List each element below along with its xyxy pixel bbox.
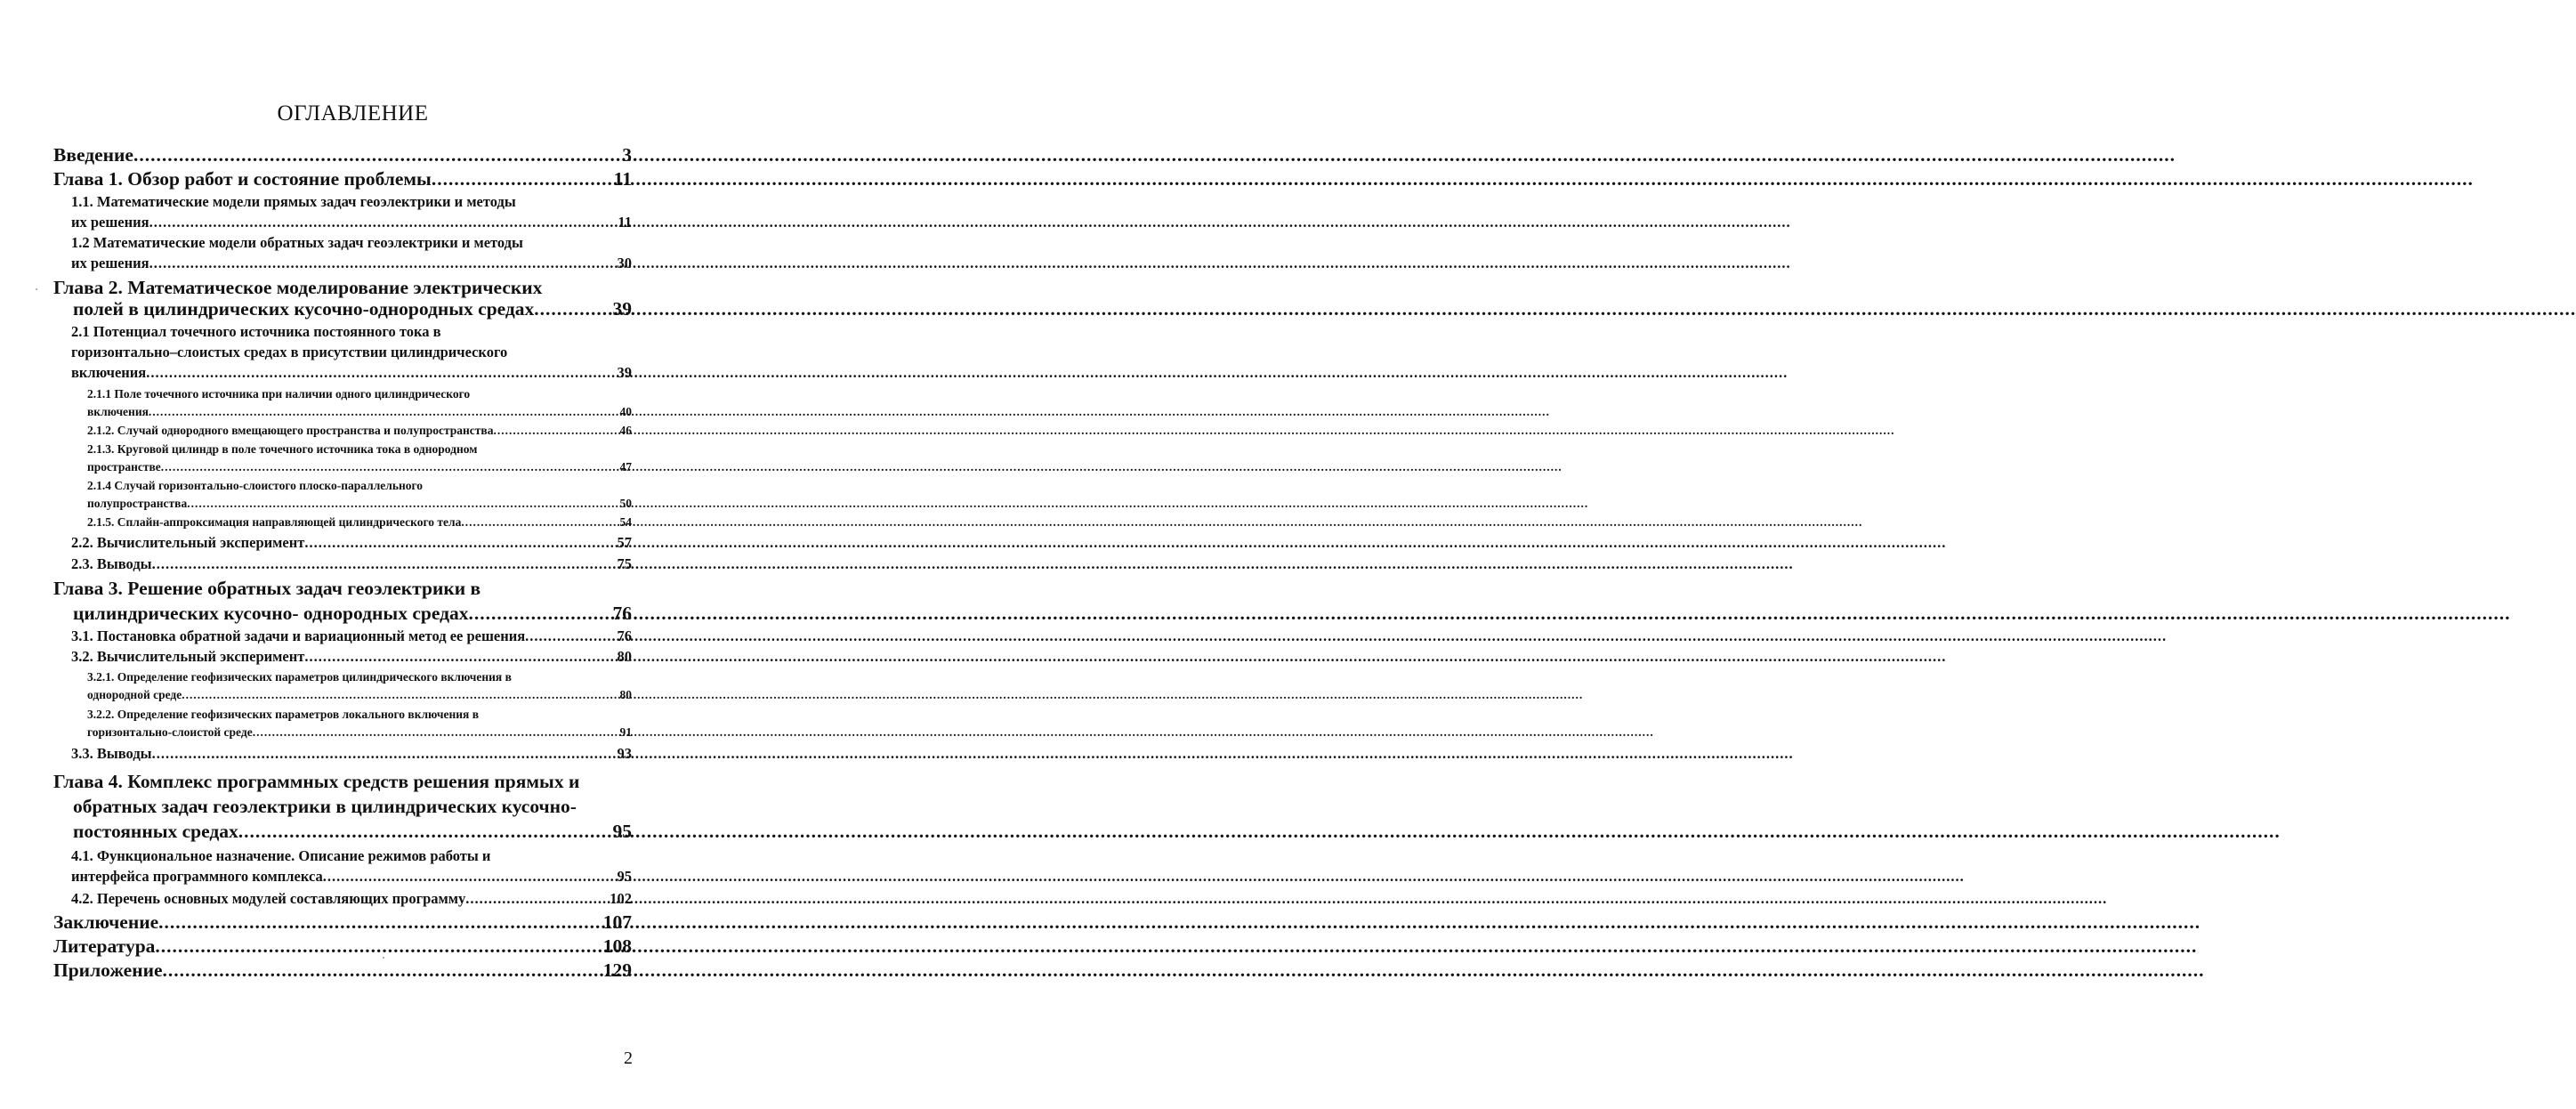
dot-leader [534, 298, 612, 320]
toc-entry-section-1-2[interactable] [53, 232, 632, 273]
toc-page-number: 108 [602, 935, 632, 957]
toc-page-number: 3 [622, 144, 632, 166]
toc-entry-title-cont: обратных задач геоэлектрики в цилиндрических кусочно- [73, 796, 577, 817]
toc-page-number: 11 [613, 168, 632, 190]
scan-speck [383, 957, 384, 959]
toc-page-number: 40 [619, 405, 632, 418]
page-title: ОГЛАВЛЕНИЕ [277, 101, 429, 125]
dot-leader [133, 144, 622, 166]
toc-page-number: 47 [619, 460, 632, 474]
toc-page-number: 50 [619, 497, 632, 510]
dot-leader [152, 743, 618, 764]
toc-page-number: 46 [619, 424, 632, 437]
toc-entry-title: 2.3. Выводы [71, 555, 152, 572]
toc-entry-title: 2.2. Вычислительный эксперимент [71, 534, 305, 551]
toc-entry-title: 2.1.4 Случай горизонтально-слоистого плоско-параллельного [87, 479, 424, 492]
toc-entry-title-cont: цилиндрических кусочно- однородных средах [73, 603, 469, 624]
toc-entry-section-3-1[interactable] [53, 626, 632, 646]
toc-page-number: 91 [619, 725, 632, 739]
toc-entry-title: Глава 3. Решение обратных задач геоэлектрики в [53, 578, 481, 599]
toc-page-number: 57 [617, 534, 632, 551]
toc-entry-introduction[interactable] [53, 144, 632, 166]
toc-entry-section-3-3[interactable] [53, 743, 632, 764]
toc-entry-title: 1.1. Математические модели прямых задач геоэлектрики и методы [71, 193, 516, 210]
toc-page-number: 11 [618, 214, 632, 231]
toc-page-number: 39 [612, 298, 632, 320]
toc-page-number: 80 [619, 688, 632, 701]
toc-entry-chapter-3[interactable] [53, 578, 632, 624]
toc-entry-section-2-1-4[interactable] [53, 477, 632, 513]
toc-entry-title-cont: однородной среде [87, 688, 182, 701]
toc-entry-title-cont: горизонтально-слоистой среде [87, 725, 253, 739]
dot-leader [525, 626, 617, 646]
toc-entry-title-cont: постоянных средах [73, 821, 238, 842]
toc-entry-chapter-2[interactable] [53, 277, 632, 320]
toc-entry-title: Приложение [53, 959, 163, 981]
dot-leader [304, 532, 617, 553]
toc-entry-section-2-3[interactable] [53, 554, 632, 574]
toc-entry-section-2-1-1[interactable] [53, 385, 632, 421]
toc-page-number: 107 [602, 911, 632, 933]
toc-entry-section-3-2[interactable] [53, 646, 632, 667]
toc-entry-title: Введение [53, 144, 133, 166]
toc-entry-title: 2.1.1 Поле точечного источника при наличии одного цилиндрического [87, 387, 471, 401]
toc-entry-section-4-2[interactable] [53, 888, 632, 909]
toc-page-number: 129 [602, 959, 632, 981]
toc-entry-title: 3.3. Выводы [71, 745, 152, 762]
toc-entry-title: Глава 2. Математическое моделирование электрических [53, 277, 543, 298]
dot-leader [461, 514, 619, 531]
toc-entry-section-2-1[interactable] [53, 321, 632, 383]
toc-page-number: 39 [617, 364, 632, 381]
toc-entry-title: 2.1 Потенциал точечного источника постоянного тока в [71, 323, 441, 340]
toc-page-number: 93 [617, 745, 632, 762]
toc-entry-section-3-2-2[interactable] [53, 706, 632, 741]
toc-entry-title: Глава 1. Обзор работ и состояние проблемы [53, 168, 432, 190]
dot-leader [468, 603, 612, 624]
toc-page-number: 76 [612, 603, 632, 624]
dot-leader [146, 362, 617, 383]
dot-leader [187, 495, 619, 513]
toc-entry-title: 2.1.2. Случай однородного вмещающего пространства и полупространства [87, 424, 494, 437]
dot-leader [304, 646, 617, 667]
toc-entry-title-cont: включения [71, 364, 147, 381]
toc-entry-title: 2.1.5. Сплайн-аппроксимация направляющей цилиндрического тела [87, 515, 462, 529]
toc-page-number: 102 [610, 890, 632, 907]
dot-leader [238, 819, 613, 844]
toc-entry-literature[interactable] [53, 935, 632, 959]
scan-speck [36, 288, 37, 290]
toc-entry-title: 3.1. Постановка обратной задачи и вариационный метод ее решения [71, 627, 526, 644]
toc-entry-title: 3.2. Вычислительный эксперимент [71, 648, 305, 665]
toc-entry-title-cont: пространстве [87, 460, 161, 474]
toc-entry-title-cont: их решения [71, 255, 149, 271]
dot-leader [163, 959, 603, 983]
dot-leader [155, 935, 602, 959]
document-page [0, 0, 706, 1109]
toc-page-number: 75 [617, 555, 632, 572]
toc-entry-title-cont: интерфейса программного комплекса [71, 868, 323, 885]
dot-leader [149, 403, 620, 421]
dot-leader [149, 212, 618, 232]
toc-entry-section-2-2[interactable] [53, 532, 632, 553]
toc-entry-chapter-4[interactable] [53, 769, 632, 844]
toc-entry-title: 2.1.3. Круговой цилиндр в поле точечного источника тока в однородном [87, 442, 478, 456]
toc-entry-title-cont: полупространства [87, 497, 188, 510]
toc-page-number: 54 [619, 515, 632, 529]
dot-leader [432, 168, 614, 190]
toc-entry-conclusion[interactable] [53, 911, 632, 935]
dot-leader [465, 888, 610, 909]
dot-leader [152, 554, 618, 574]
dot-leader [493, 422, 619, 440]
toc-entry-title: 3.2.1. Определение геофизических параметров цилиндрического включения в [87, 670, 512, 684]
toc-entry-section-2-1-3[interactable] [53, 441, 632, 476]
toc-entry-title: 4.2. Перечень основных модулей составляющих программу [71, 890, 466, 907]
toc-entry-section-4-1[interactable] [53, 846, 632, 886]
toc-entry-title: Заключение [53, 911, 159, 933]
toc-entry-section-2-1-2[interactable] [53, 422, 632, 440]
page-number: 2 [624, 1048, 633, 1068]
toc-entry-section-1-1[interactable] [53, 191, 632, 232]
toc-page-number: 95 [612, 821, 632, 842]
toc-entry-title-cont: их решения [71, 214, 149, 231]
table-of-contents [53, 144, 632, 983]
toc-entry-title-cont: горизонтально–слоистых средах в присутствии цилиндрического [71, 344, 508, 360]
dot-leader [149, 253, 618, 273]
dot-leader [323, 866, 618, 886]
toc-entry-section-2-1-5[interactable] [53, 514, 632, 531]
dot-leader [161, 458, 620, 476]
toc-page-number: 30 [617, 255, 632, 271]
toc-entry-title: 4.1. Функциональное назначение. Описание режимов работы и [71, 847, 491, 864]
toc-entry-section-3-2-1[interactable] [53, 668, 632, 704]
toc-page-number: 95 [617, 868, 632, 885]
toc-entry-chapter-1[interactable] [53, 168, 632, 190]
toc-entry-title: Глава 4. Комплекс программных средств решения прямых и [53, 771, 580, 792]
toc-entry-title: 3.2.2. Определение геофизических параметров локального включения в [87, 708, 479, 721]
toc-entry-title-cont: полей в цилиндрических кусочно-однородных средах [73, 298, 535, 320]
toc-entry-title-cont: включения [87, 405, 149, 418]
dot-leader [182, 686, 619, 704]
dot-leader [253, 724, 620, 741]
toc-page-number: 76 [617, 627, 632, 644]
dot-leader [158, 911, 603, 935]
toc-entry-appendix[interactable] [53, 959, 632, 983]
toc-page-number: 80 [617, 648, 632, 665]
toc-entry-title: Литература [53, 935, 156, 957]
toc-entry-title: 1.2 Математические модели обратных задач геоэлектрики и методы [71, 234, 523, 251]
